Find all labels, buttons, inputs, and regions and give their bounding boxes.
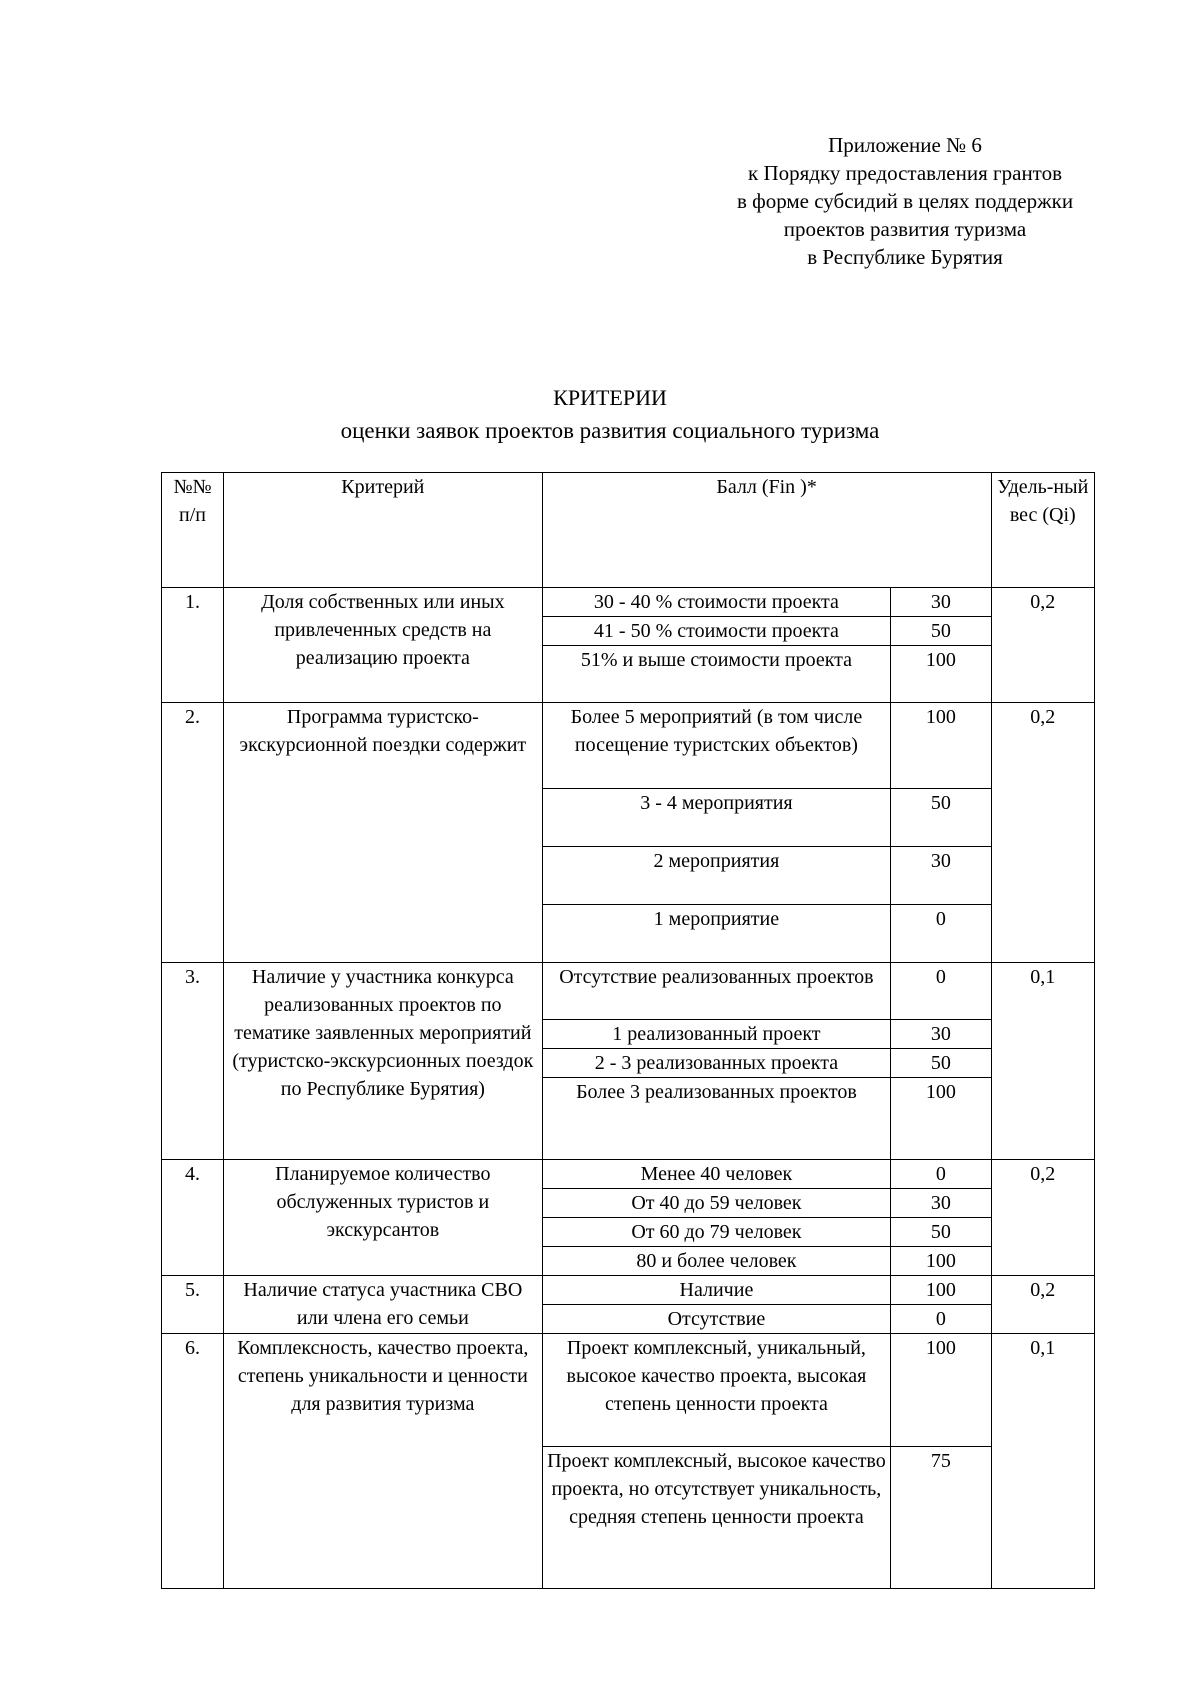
criterion-cell: Комплексность, качество проекта, степень уникальности и ценности для развития туризма bbox=[224, 1334, 543, 1589]
option-text: Менее 40 человек bbox=[542, 1160, 891, 1189]
appendix-line: проектов развития туризма bbox=[783, 217, 1027, 241]
option-score: 50 bbox=[891, 789, 991, 847]
option-score: 30 bbox=[891, 847, 991, 905]
table-row bbox=[162, 1160, 1095, 1189]
header-score: Балл (Fin )* bbox=[542, 473, 991, 588]
option-text: Проект комплексный, высокое качество проекта, но отсутствует уникальность, средняя степень ценности проекта bbox=[542, 1447, 891, 1589]
option-score: 100 bbox=[891, 1276, 991, 1305]
row-number: 6. bbox=[162, 1334, 224, 1589]
option-score: 30 bbox=[891, 588, 991, 617]
option-text: От 40 до 59 человек bbox=[542, 1189, 891, 1218]
appendix-line: Приложение № 6 bbox=[828, 133, 982, 157]
option-score: 50 bbox=[891, 1049, 991, 1078]
option-text: 2 - 3 реализованных проекта bbox=[542, 1049, 891, 1078]
criteria-table bbox=[161, 472, 1095, 1589]
criterion-cell: Доля собственных или иных привлеченных средств на реализацию проекта bbox=[224, 588, 543, 703]
option-text: 80 и более человек bbox=[542, 1247, 891, 1276]
document-subtitle: оценки заявок проектов развития социального туризма bbox=[340, 418, 880, 443]
option-text: 1 мероприятие bbox=[542, 905, 891, 963]
document-title: КРИТЕРИИ bbox=[553, 385, 667, 410]
criterion-cell: Наличие статуса участника СВО или члена его семьи bbox=[224, 1276, 543, 1334]
header-criterion: Критерий bbox=[224, 473, 543, 588]
option-score: 0 bbox=[891, 1160, 991, 1189]
option-text: Проект комплексный, уникальный, высокое качество проекта, высокая степень ценности проекта bbox=[542, 1334, 891, 1447]
weight-cell: 0,2 bbox=[991, 588, 1094, 703]
option-text: 51% и выше стоимости проекта bbox=[542, 646, 891, 703]
appendix-line: в Республике Бурятия bbox=[807, 245, 1003, 269]
option-text: 2 мероприятия bbox=[542, 847, 891, 905]
weight-cell: 0,2 bbox=[991, 1276, 1094, 1334]
table-row bbox=[162, 703, 1095, 789]
option-text: Более 5 мероприятий (в том числе посещение туристских объектов) bbox=[542, 703, 891, 789]
table-row bbox=[162, 588, 1095, 617]
option-score: 100 bbox=[891, 1247, 991, 1276]
row-number: 2. bbox=[162, 703, 224, 963]
row-number: 5. bbox=[162, 1276, 224, 1334]
header-weight: Удель-ный вес (Qi) bbox=[991, 473, 1094, 588]
row-number: 4. bbox=[162, 1160, 224, 1276]
option-score: 50 bbox=[891, 617, 991, 646]
option-score: 75 bbox=[891, 1447, 991, 1589]
table-header-row bbox=[162, 473, 1095, 588]
criterion-cell: Наличие у участника конкурса реализованных проектов по тематике заявленных мероприятий (туристско-экскурсионных поездок по Республике Бурятия) bbox=[224, 963, 543, 1160]
table-row bbox=[162, 963, 1095, 1020]
option-score: 100 bbox=[891, 1334, 991, 1447]
option-score: 30 bbox=[891, 1020, 991, 1049]
option-score: 30 bbox=[891, 1189, 991, 1218]
option-text: Более 3 реализованных проектов bbox=[542, 1078, 891, 1160]
weight-cell: 0,2 bbox=[991, 1160, 1094, 1276]
option-text: 1 реализованный проект bbox=[542, 1020, 891, 1049]
appendix-heading bbox=[680, 131, 1130, 271]
row-number: 1. bbox=[162, 588, 224, 703]
option-text: 30 - 40 % стоимости проекта bbox=[542, 588, 891, 617]
option-text: Отсутствие реализованных проектов bbox=[542, 963, 891, 1020]
table-row bbox=[162, 1276, 1095, 1305]
table-row bbox=[162, 1334, 1095, 1447]
option-score: 100 bbox=[891, 703, 991, 789]
option-score: 0 bbox=[891, 1305, 991, 1334]
row-number: 3. bbox=[162, 963, 224, 1160]
weight-cell: 0,1 bbox=[991, 963, 1094, 1160]
option-text: Отсутствие bbox=[542, 1305, 891, 1334]
weight-cell: 0,2 bbox=[991, 703, 1094, 963]
appendix-line: в форме субсидий в целях поддержки bbox=[736, 189, 1074, 213]
criterion-cell: Планируемое количество обслуженных туристов и экскурсантов bbox=[224, 1160, 543, 1276]
option-text: От 60 до 79 человек bbox=[542, 1218, 891, 1247]
option-text: 3 - 4 мероприятия bbox=[542, 789, 891, 847]
criterion-cell: Программа туристско-экскурсионной поездки содержит bbox=[224, 703, 543, 963]
appendix-line: к Порядку предоставления грантов bbox=[748, 161, 1062, 185]
header-num: №№ п/п bbox=[162, 473, 224, 588]
option-score: 0 bbox=[891, 905, 991, 963]
option-text: Наличие bbox=[542, 1276, 891, 1305]
option-score: 100 bbox=[891, 1078, 991, 1160]
option-text: 41 - 50 % стоимости проекта bbox=[542, 617, 891, 646]
option-score: 50 bbox=[891, 1218, 991, 1247]
weight-cell: 0,1 bbox=[991, 1334, 1094, 1589]
option-score: 100 bbox=[891, 646, 991, 703]
option-score: 0 bbox=[891, 963, 991, 1020]
